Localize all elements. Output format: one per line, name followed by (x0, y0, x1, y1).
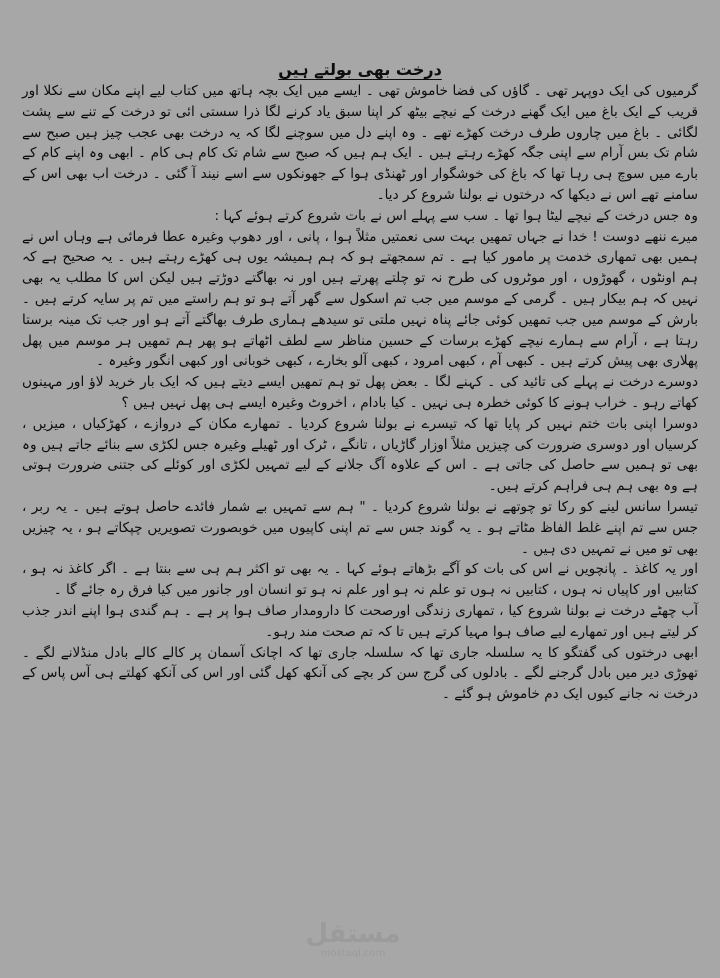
paragraph: اور یہ کاغذ ۔ پانچویں نے اس کی بات کو آگے بڑھاتے ہوئے کہا ۔ یہ بھی تو اکثر ہم ہی سے بنتا ہے ۔ اگر کاغذ نہ ہو ، کتابیں اور کاپیاں نہ ہوں ، کتابیں نہ ہوں تو علم نہ ہو اور علم نہ ہو تو انسان اور جانور میں کیا فرق رہ جائے گا ۔ (22, 561, 698, 599)
paragraph: دوسرا اپنی بات ختم نہیں کر پایا تھا کہ تیسرے نے بولنا شروع کردیا ۔ تمھارے مکان کے دروازے ، کھڑکیاں ، میزیں ، کرسیاں اور دوسری ضرورت کی چیزیں مثلاً اوزار گاڑیاں ، تانگے ، ٹرک اور ٹھیلے وغیرہ جس لکڑی سے بنائے جاتے ہیں وہ بھی تو ہمیں سے حاصل کی جاتی ہے ۔ اس کے علاوہ آگ جلانے کے لیے تمہیں لکڑی اور کوئلے کی جتنی ضرورت ہوتی ہے وہ بھی ہم ہی فراہم کرتے ہیں۔ (22, 415, 698, 495)
paragraph: میرے ننھے دوست ! خدا نے جہاں تمھیں بہت سی نعمتیں مثلاً ہوا ، پانی ، اور دھوپ وغیرہ عطا فرمائی ہے وہاں اس نے ہمیں بھی تمھاری خدمت پر مامور کیا ہے ۔ تم سمجھتے ہو کہ ہم ہمیشہ یوں ہی کھڑے رہتے ہیں ۔ یہ صحیح ہے کہ ہم اونٹوں ، گھوڑوں ، اور موٹروں کی طرح نہ تو چلتے پھرتے ہیں اور نہ بھاگتے دوڑتے ہیں لیکن اس کا مطلب یہ بھی نہیں کہ ہم بیکار ہیں ۔ گرمی کے موسم میں جب تم اسکول سے گھر آتے ہو تو ہم راستے میں تم پر سایہ کرتے ہیں ۔ بارش کے موسم میں جب تمھیں کوئی جائے پناہ نہیں ملتی تو سیدھے ہماری طرف بھاگتے آتے ہو اور جب تک مینہ برستا رہتا ہے ، آرام سے ہمارے نیچے کھڑے برسات کے حسین مناظر سے لطف اٹھاتے ہو پھر ہم تمھیں ہر موسم میں پھل پھلاری بھی پیش کرتے ہیں ۔ کبھی آم ، کبھی امرود ، کبھی آلو بخارے ، کبھی خوبانی اور کبھی انگور وغیرہ ۔ (22, 228, 698, 370)
paragraph: ابھی درختوں کی گفتگو کا یہ سلسلہ جاری تھا کہ سلسلہ جاری تھا کہ اچانک آسمان پر کالے کالے بادل منڈلانے لگے ۔ تھوڑی دیر میں بادل گرجنے لگے ۔ بادلوں کی گرج سن کر بچے کی آنکھ کھل گئی اور اس کی آنکھ کھلتے ہی آس پاس کے درخت نہ جانے کیوں ایک دم خاموش ہو گئے ۔ (22, 644, 698, 703)
paragraph: دوسرے درخت نے پہلے کی تائید کی ۔ کہنے لگا ۔ بعض پھل تو ہم تمھیں ایسے دیتے ہیں کہ ایک بار خرید لاؤ اور مہینوں کھاتے رہو ۔ خراب ہونے کا کوئی خطرہ ہی نہیں ۔ کیا بادام ، اخروٹ وغیرہ ایسے ہی پھل نہیں ہیں ؟ (22, 374, 698, 411)
watermark-logo: مستقل (305, 919, 401, 949)
paragraph: وہ جس درخت کے نیچے لیٹا ہوا تھا ۔ سب سے پہلے اس نے بات شروع کرتے ہوئے کہا : (214, 207, 698, 224)
document-title: درخت بھی بولتے ہیں (278, 60, 442, 79)
paragraph: گرمیوں کی ایک دوپہر تھی ۔ گاؤں کی فضا خاموش تھی ۔ ایسے میں ایک بچہ ہاتھ میں کتاب لیے اپنے مکان سے نکلا اور قریب کے ایک باغ میں ایک گھنے درخت کے نیچے بیٹھ کر اپنا سبق یاد کرنے لگا ذرا سستی ائی تو درخت کے تنے سے پشت لگائی ۔ باغ میں چاروں طرف درخت کھڑے تھے ۔ وہ اپنے دل میں سوچنے لگا کہ یہ درخت بھی عجب چیز ہیں صبح سے شام تک بس آرام سے اپنی جگہ کھڑے رہتے ہیں ۔ ایک ہم ہیں کہ صبح سے شام تک کام ہی کام ۔ ابھی وہ اپنے کام کے بارے میں سوچ ہی رہا تھا کہ باغ کی خوشگوار اور ٹھنڈی ہوا کے جھونکوں سے اسے نیند آ گئی ۔ درخت اب بھی اس کے سامنے تھے اس نے دیکھا کہ درختوں نے بولنا شروع کر دیا۔ (22, 83, 698, 203)
watermark-url: mostaql.com (320, 948, 386, 959)
watermark (298, 920, 408, 960)
paragraph: تیسرا سانس لینے کو رکا تو چوتھے نے بولنا شروع کردیا ۔ " ہم سے تمہیں بے شمار فائدے حاصل ہوتے ہیں ۔ یہ ربر ، جس سے تم اپنے غلط الفاظ مٹاتے ہو ۔ یہ گوند جس سے تم اپنی کاپیوں میں خوبصورت تصویریں چپکاتے ہو ، یہ چیزیں بھی تو میں نے تمہیں دی ہیں ۔ (22, 498, 698, 557)
paragraph: آب چھٹے درخت نے بولنا شروع کیا ، تمھاری زندگی اورصحت کا دارومدار صاف ہوا پر ہے ۔ ہم گندی ہوا اپنے اندر جذب کر لیتے ہیں اور تمھارے لیے صاف ہوا مہیا کرتے ہیں تا کہ تم صحت مند رہو۔ (22, 602, 698, 640)
document-page (22, 60, 698, 705)
